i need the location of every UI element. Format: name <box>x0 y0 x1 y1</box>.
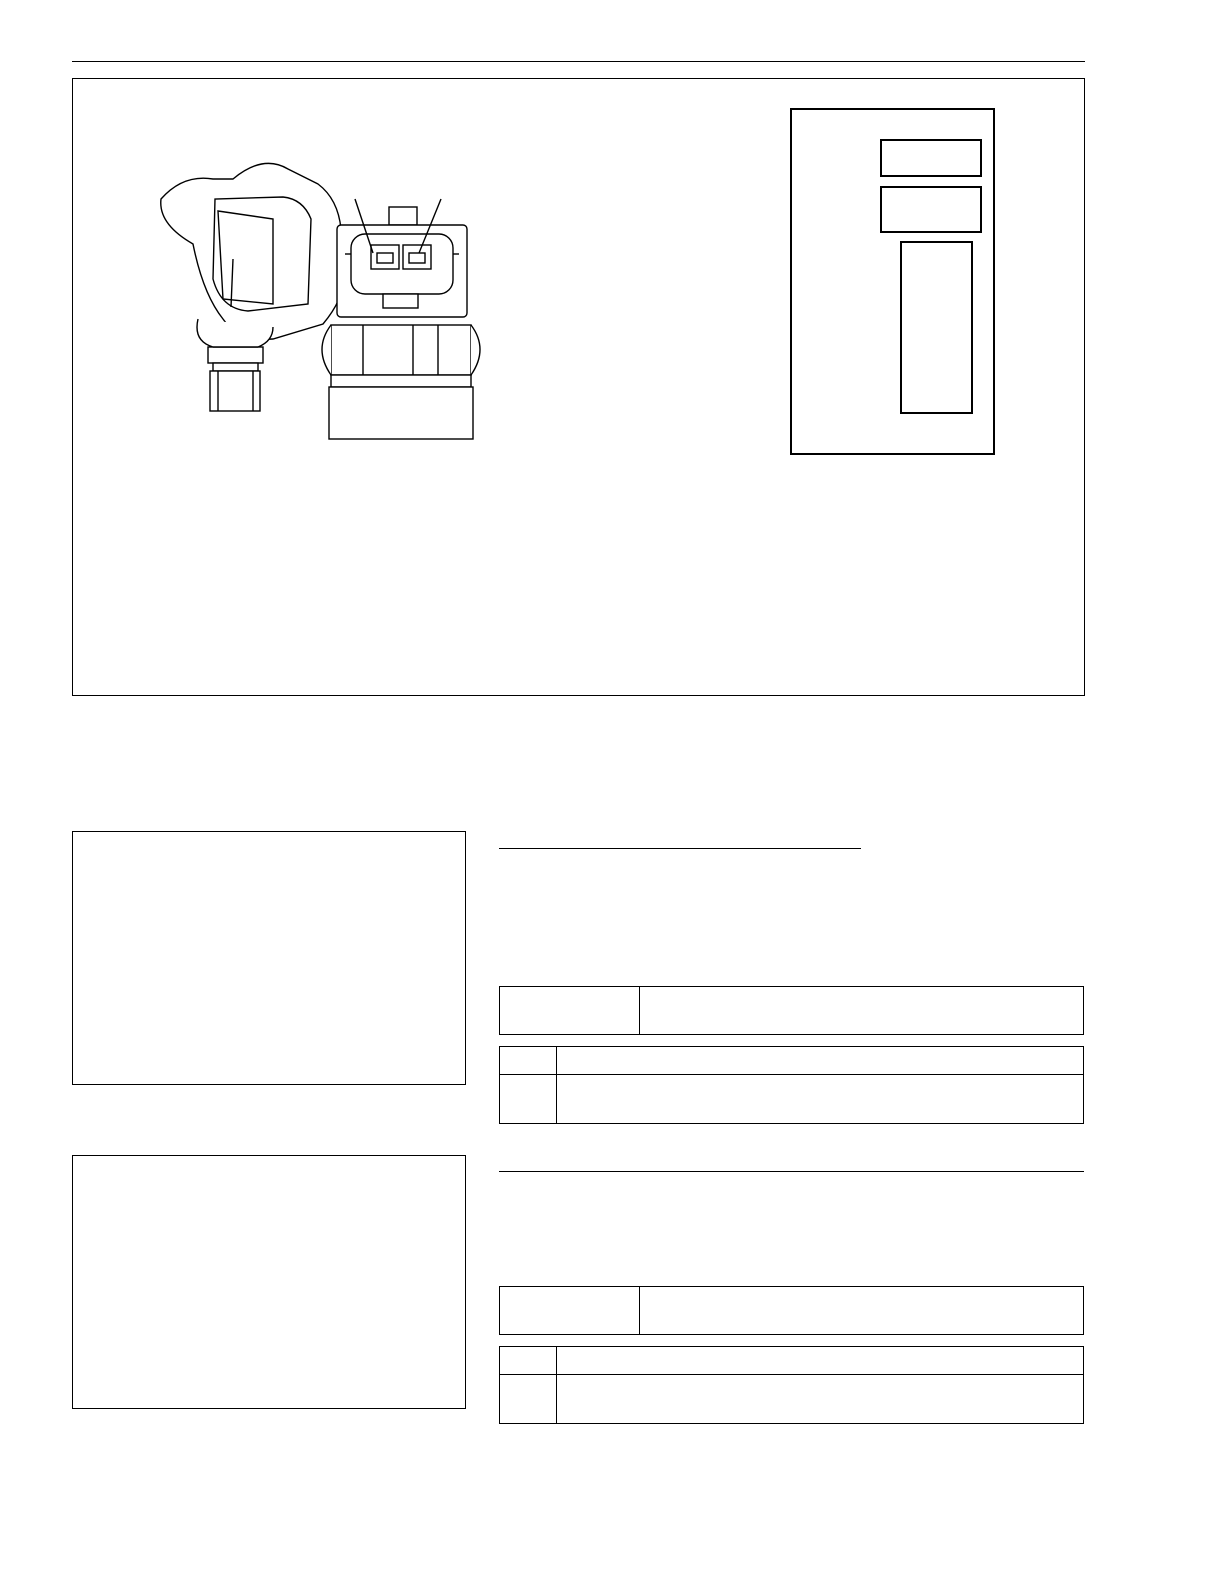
table-cell <box>557 1375 1084 1424</box>
e-partial-svg <box>73 1156 465 1408</box>
table-cell <box>500 987 640 1035</box>
table-cell <box>500 1287 640 1335</box>
table-cell <box>640 1287 1084 1335</box>
section-rule-1 <box>499 848 861 849</box>
main-figure-panel <box>72 78 1085 696</box>
injector-side-view <box>161 163 344 411</box>
section-rule-2 <box>499 1171 1084 1172</box>
check-table-2 <box>499 1346 1084 1424</box>
table-cell <box>500 1375 557 1424</box>
table-cell <box>640 987 1084 1035</box>
box-d <box>881 140 981 176</box>
table-cell <box>500 1075 557 1124</box>
check-table-1 <box>499 1046 1084 1124</box>
v-connector-panel <box>72 831 466 1085</box>
table-cell <box>500 1347 557 1375</box>
result-table-1 <box>499 986 1084 1035</box>
page-header-rule <box>72 61 1085 62</box>
table-cell <box>557 1047 1084 1075</box>
connector-front-view <box>322 207 480 439</box>
main-figure-svg <box>73 79 1084 695</box>
table-cell <box>500 1047 557 1075</box>
v-connector-svg <box>73 832 465 1084</box>
result-table-2 <box>499 1286 1084 1335</box>
e-partial-panel <box>72 1155 466 1409</box>
table-cell <box>557 1075 1084 1124</box>
box-f <box>901 242 972 413</box>
table-cell <box>557 1347 1084 1375</box>
box-e <box>881 187 981 232</box>
